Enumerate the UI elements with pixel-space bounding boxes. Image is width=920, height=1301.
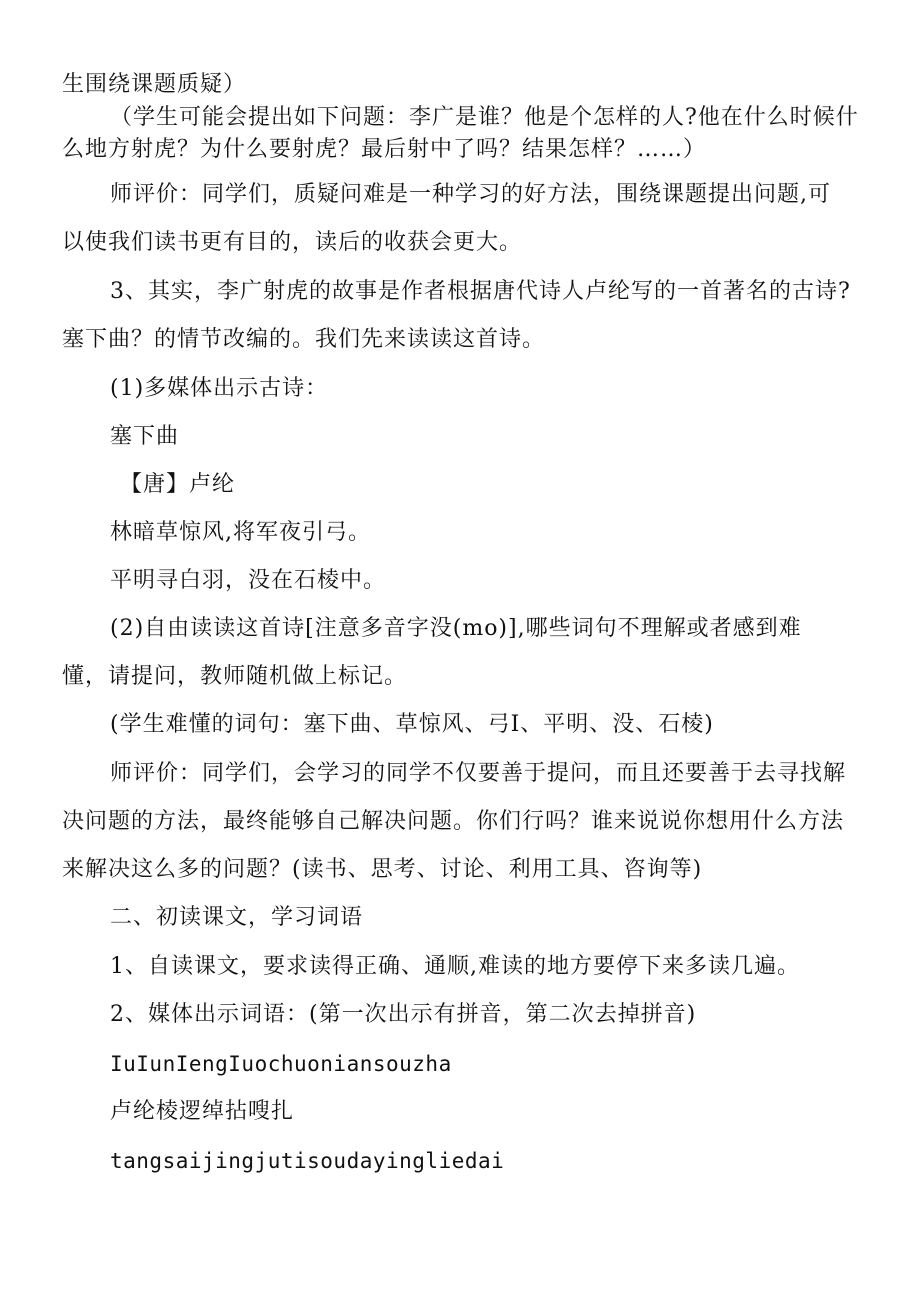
text-line-15: (学生难懂的词句：塞下曲、草惊风、弓I、平明、没、石棱) xyxy=(110,712,714,737)
section-heading: 二、初读课文，学习词语 xyxy=(110,905,364,930)
text-line-13: (2)自由读读这首诗[注意多音字没(mo)],哪些词句不理解或者感到难 xyxy=(110,616,802,641)
poem-line-2: 平明寻白羽，没在石棱中。 xyxy=(110,568,387,593)
text-line-8: (1)多媒体出示古诗： xyxy=(110,376,329,401)
text-line-18: 来解决这么多的问题？(读书、思考、讨论、利用工具、咨询等) xyxy=(62,857,703,882)
pinyin-line-1: IuIunIengIuochuoniansouzha xyxy=(110,1052,452,1076)
poem-author: 【唐】卢纶 xyxy=(120,472,236,497)
poem-title: 塞下曲 xyxy=(110,424,180,449)
text-line-6: 3、其实，李广射虎的故事是作者根据唐代诗人卢纶写的一首著名的古诗? xyxy=(110,279,851,304)
vocab-line-1: 卢纶棱逻绰拈嗖扎 xyxy=(110,1099,295,1124)
text-line-14: 懂，请提问，教师随机做上标记。 xyxy=(62,664,408,689)
text-line-2: （学生可能会提出如下问题：李广是谁？他是个怎样的人?他在什么时候什 xyxy=(110,105,859,130)
text-line-1: 生围绕课题质疑） xyxy=(62,72,247,97)
text-line-7: 塞下曲？的情节改编的。我们先来读读这首诗。 xyxy=(62,327,546,352)
text-line-16: 师评价：同学们，会学习的同学不仅要善于提问，而且还要善于去寻找解 xyxy=(110,761,847,786)
poem-line-1: 林暗草惊风,将军夜引弓。 xyxy=(110,520,371,545)
text-line-17: 决问题的方法，最终能够自己解决问题。你们行吗？谁来说说你想用什么方法 xyxy=(62,809,845,834)
text-line-5: 以使我们读书更有目的，读后的收获会更大。 xyxy=(62,230,523,255)
text-line-21: 2、媒体出示词语：(第一次出示有拼音，第二次去掉拼音) xyxy=(110,1002,697,1027)
pinyin-line-2: tangsaijingjutisoudayingliedai xyxy=(110,1149,505,1173)
text-line-4: 师评价：同学们，质疑问难是一种学习的好方法，围绕课题提出问题,可 xyxy=(110,182,831,207)
text-line-20: 1、自读课文，要求读得正确、通顺,难读的地方要停下来多读几遍。 xyxy=(110,954,800,979)
text-line-3: 么地方射虎？为什么要射虎？最后射中了吗？结果怎样？……） xyxy=(62,137,707,162)
